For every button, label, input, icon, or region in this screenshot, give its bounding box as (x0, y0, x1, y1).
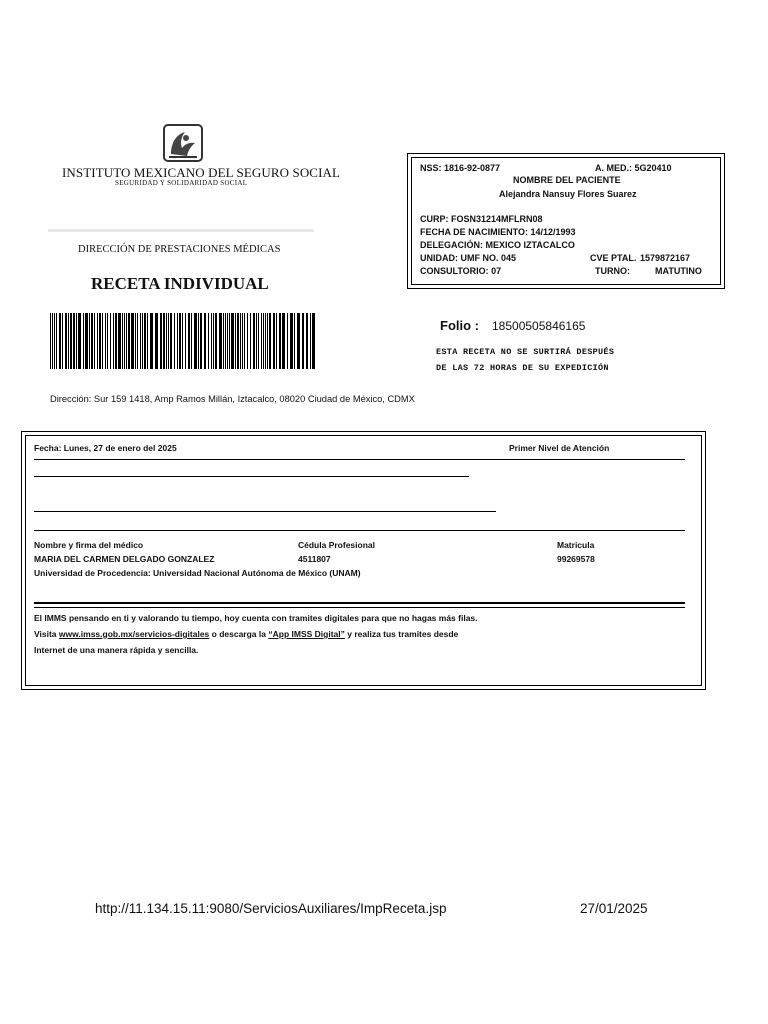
folio-value: 18500505846165 (492, 319, 586, 333)
footer-url: http://11.134.15.11:9080/ServiciosAuxiliares/ImpReceta.jsp (95, 901, 447, 916)
notice-mid: o descarga la (211, 629, 266, 639)
warning-line-1: ESTA RECETA NO SE SURTIRÁ DESPUÉS (436, 347, 615, 357)
warning-line-2: DE LAS 72 HORAS DE SU EXPEDICIÓN (436, 363, 609, 373)
cve-ptal-label: CVE PTAL. (590, 253, 637, 263)
cedula-label: Cédula Profesional (298, 540, 375, 550)
patient-name: Alejandra Nansuy Flores Suarez (499, 189, 637, 199)
cedula-value: 4511807 (298, 554, 331, 564)
imss-digital-link[interactable]: www.imss.gob.mx/servicios-digitales (58, 629, 210, 639)
notice-line-1: El IMMS pensando en ti y valorando tu tiempo, hoy cuenta con tramites digitales para que no hagas más filas. (34, 613, 478, 623)
curp: CURP: FOSN31214MFLRN08 (420, 214, 543, 224)
consultorio: CONSULTORIO: 07 (420, 266, 502, 276)
unidad: UNIDAD: UMF NO. 045 (420, 253, 517, 263)
barcode (50, 313, 316, 369)
nss: NSS: 1816-92-0877 (420, 163, 501, 173)
org-tagline: SEGURIDAD Y SOLIDARIDAD SOCIAL (115, 179, 248, 187)
clinic-address: Dirección: Sur 159 1418, Amp Ramos Millán, Iztacalco, 08020 Ciudad de México, CDMX (50, 394, 415, 404)
rule (34, 530, 685, 531)
app-imss-link[interactable]: “App IMSS Digital” (268, 629, 345, 639)
folio-label: Folio : (440, 318, 479, 333)
patient-name-heading: NOMBRE DEL PACIENTE (513, 175, 621, 185)
rule (34, 459, 685, 460)
doctor-label: Nombre y firma del médico (34, 540, 144, 550)
university: Universidad de Procedencia: Universidad Nacional Autónoma de México (UNAM) (34, 568, 361, 578)
notice-end: y realiza tus tramites desde (347, 629, 459, 639)
document-title: RECETA INDIVIDUAL (91, 274, 269, 293)
divider (48, 229, 314, 232)
notice-visit: Visita (34, 629, 57, 639)
cve-ptal-value: 1579872167 (640, 253, 691, 263)
rule (34, 602, 685, 604)
direction-title: DIRECCIÓN DE PRESTACIONES MÉDICAS (78, 244, 281, 255)
rule (34, 511, 496, 512)
imss-logo (163, 124, 203, 162)
footer-date: 27/01/2025 (580, 901, 648, 916)
delegacion: DELEGACIÓN: MEXICO IZTACALCO (420, 240, 575, 250)
notice-line-3: Internet de una manera rápida y sencilla. (34, 645, 199, 655)
attention-level: Primer Nivel de Atención (509, 443, 610, 453)
prescription-box (21, 431, 706, 690)
turno-value: MATUTINO (655, 266, 702, 276)
rule (34, 476, 469, 477)
birth-date: FECHA DE NACIMIENTO: 14/12/1993 (420, 227, 576, 237)
org-name: INSTITUTO MEXICANO DEL SEGURO SOCIAL (62, 165, 341, 180)
doctor-name: MARIA DEL CARMEN DELGADO GONZALEZ (34, 554, 215, 564)
matricula-value: 99269578 (557, 554, 595, 564)
rule (34, 607, 685, 608)
patient-info-box (407, 153, 725, 289)
turno-label: TURNO: (595, 266, 630, 276)
notice-line-2 (34, 629, 458, 639)
a-med: A. MED.: 5G20410 (595, 163, 672, 173)
matricula-label: Matricula (557, 540, 595, 550)
prescription-date: Fecha: Lunes, 27 de enero del 2025 (34, 443, 177, 453)
